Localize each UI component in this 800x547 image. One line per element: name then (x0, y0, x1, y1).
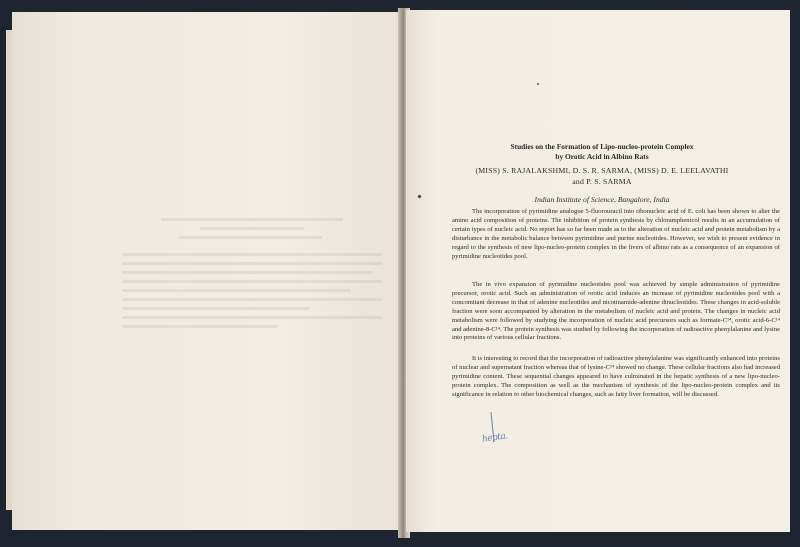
bleed-through-text (122, 212, 382, 392)
author-list (424, 166, 780, 187)
paragraph-3: It is interesting to record that the incorporation of radioactive phenylalanine was significantly enhanced into proteins of nuclear and supernatant fraction whereas that of lysine-C¹⁴ showed no change. These cellular fractions also had increased pyrimidine content. These sequential changes appeared to have culminated in the hepatic synthesis of a new lipo-nucleo-protein complex. The composition as well as the mechanism of synthesis of the lipo-nucleo-protein complex and its significance in relation to other biochemical changes, such as fatty liver formation, will be discussed. (452, 355, 780, 398)
left-page (12, 12, 404, 530)
article-title (424, 142, 780, 161)
institution: Indian Institute of Science, Bangalore, India (534, 195, 670, 204)
title-line-2: by Orotic Acid in Albino Rats (555, 151, 649, 161)
authors-line-2: and P. S. SARMA (572, 176, 632, 186)
paragraph-2: The in vivo expansion of pyrimidine nucleotides pool was achieved by simple administration of pyrimidine precursor, orotic acid. Such an administration of orotic acid induces an increase of pyrimidine nucleotides pool with a concomitant decrease in that of adenine nucleotides and nicotinamide-adenine dinucleotides. These changes in acid-soluble fraction were soon accompanied by alteration in the metabolism of nucleic acid and protein. The changes in nucleic acid metabolism were followed by studying the incorporation of nucleic acid precursors such as formate-C¹⁴, orotic acid-6-C¹⁴ and adenine-8-C¹⁴. The protein synthesis was studied by following the incorporation of radioactive phenylalanine and lysine into proteins of various cellular fractions. (452, 281, 780, 342)
paragraph-1: The incorporation of pyrimidine analogue 5-fluorouracil into ribonucleic acid of E. coli has been shown to alter the amino acid composition of proteins. The inhibition of protein synthesis by chloramphenicol results in an accumulation of certain types of nucleic acid. No report has so far been made as to the alteration of nucleic acid and protein metabolism by a disturbance in the metabolic balance between pyrimidine and purine nucleotides. However, we wish to present evidence in regard to the synthesis of new lipo-nucleo-protein complex in the livers of albino rats as a consequence of an expansion of pyrimidine nucleotides pool. (452, 208, 780, 260)
article (424, 0, 780, 547)
title-line-1: Studies on the Formation of Lipo-nucleo-protein Complex (510, 142, 694, 151)
authors-line-1: (MISS) S. RAJALAKSHMI, D. S. R. SARMA, (MISS) D. E. LEELAVATHI (475, 166, 729, 175)
handwritten-note: hepta. (481, 431, 509, 445)
